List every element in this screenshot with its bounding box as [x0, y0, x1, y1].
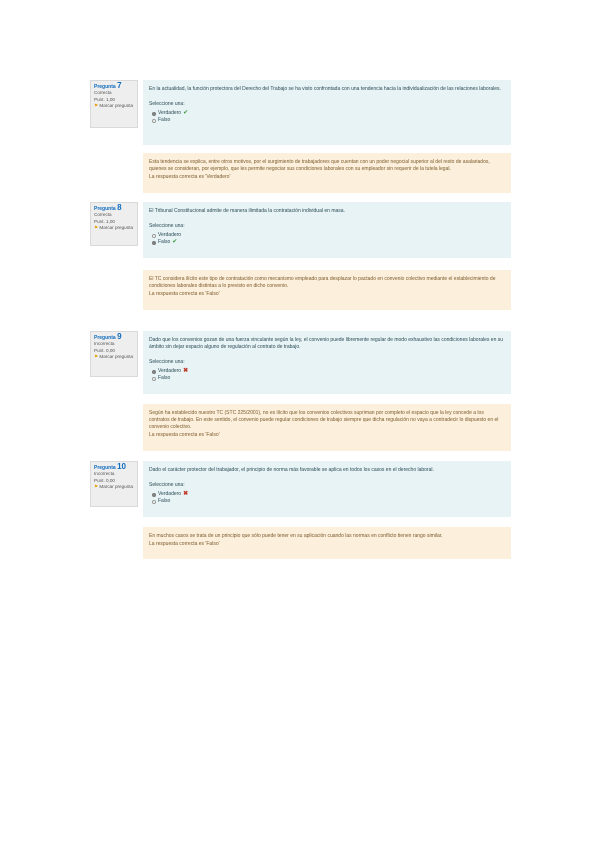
- flag-icon: ⚑: [94, 103, 99, 109]
- radio-selected-icon[interactable]: [152, 370, 156, 374]
- flag-icon: ⚑: [94, 354, 99, 360]
- question-feedback: [143, 153, 511, 193]
- radio-selected-icon[interactable]: [152, 112, 156, 116]
- question-status: Incorrecta: [94, 471, 115, 477]
- answer-prompt: Seleccione una:: [149, 223, 185, 229]
- question-formulation: [143, 202, 511, 258]
- question-number: Pregunta 7: [94, 81, 122, 90]
- question-text: Dado el carácter protector del trabajador, el principio de norma más favorable se aplica en todos los casos en el derecho laboral.: [149, 467, 434, 473]
- question-feedback: [143, 527, 511, 559]
- question-text: Dado que los convenios gozan de una fuerza vinculante según la ley, el convenio puede libremente regular de modo exhaustivo las condiciones laborales en su ámbito sin dejar espacio alguno de regulación al contrato de trabajo.: [149, 337, 504, 350]
- question-formulation: [143, 80, 511, 145]
- question-score: Punt. 0,00: [94, 347, 115, 353]
- question-info: [90, 80, 138, 128]
- flag-question-link[interactable]: ⚑ Marcar pregunta: [94, 484, 134, 490]
- question-status: Incorrecta: [94, 341, 115, 347]
- radio-icon[interactable]: [152, 234, 156, 238]
- cross-icon: ✖: [183, 368, 189, 374]
- question-score: Punt. 0,00: [94, 477, 115, 483]
- right-answer: La respuesta correcta es 'Falso': [149, 541, 220, 547]
- question-score: Punt. 1,00: [94, 96, 115, 102]
- answer-option[interactable]: Verdadero ✖: [152, 491, 505, 498]
- general-feedback: Según ha establecido nuestro TC (STC 225/2001), no es ilícito que los convenios colectivos supriman por completo el espacio que la ley concede a los contratos de trabajo. En este sentido, el convenio puede regular condiciones de trabajo siempre que dicha regulación no vaya a contradecir lo dispuesto en el convenio colectivo.: [149, 410, 499, 430]
- flag-icon: ⚑: [94, 484, 99, 490]
- question-formulation: [143, 461, 511, 517]
- general-feedback: En muchos casos se trata de un principio que sólo puede tener en su aplicación cuando las normas en conflicto tienen rango similar.: [149, 533, 443, 539]
- answer-prompt: Seleccione una:: [149, 359, 185, 365]
- answer-option[interactable]: Falso: [152, 498, 505, 505]
- answer-option[interactable]: Falso ✔: [152, 239, 505, 246]
- question-text: El Tribunal Constitucional admite de manera ilimitada la contratación individual en masa.: [149, 208, 345, 214]
- question-feedback: [143, 404, 511, 451]
- answer-option[interactable]: Verdadero ✔: [152, 110, 505, 117]
- answer-prompt: Seleccione una:: [149, 482, 185, 488]
- check-icon: ✔: [172, 239, 178, 245]
- right-answer: La respuesta correcta es 'Verdadero': [149, 174, 231, 180]
- radio-icon[interactable]: [152, 500, 156, 504]
- question-number: Pregunta 9: [94, 332, 122, 341]
- question-text: En la actualidad, la función protectora del Derecho del Trabajo se ha visto confrontada con una tendencia hacia la individualización de las relaciones laborales.: [149, 86, 501, 92]
- flag-question-link[interactable]: ⚑ Marcar pregunta: [94, 103, 134, 109]
- question-number: Pregunta 10: [94, 462, 126, 471]
- question-status: Correcta: [94, 212, 112, 218]
- answer-option[interactable]: Falso: [152, 117, 505, 124]
- answer-prompt: Seleccione una:: [149, 101, 185, 107]
- question-formulation: [143, 331, 511, 394]
- general-feedback: Esta tendencia se explica, entre otros motivos, por el surgimiento de trabajadores que cuentan con un poder negocial superior al del resto de asalariados, quienes se consideran, por ejemplo, que les permite negociar sus condiciones laborales con su empleador sin requerir de la tutela legal.: [149, 159, 490, 172]
- flag-question-link[interactable]: ⚑ Marcar pregunta: [94, 225, 134, 231]
- radio-icon[interactable]: [152, 377, 156, 381]
- question-info: [90, 331, 138, 377]
- flag-icon: ⚑: [94, 225, 99, 231]
- answer-option[interactable]: Falso: [152, 375, 505, 382]
- question-score: Punt. 1,00: [94, 218, 115, 224]
- question-info: [90, 461, 138, 507]
- answer-option[interactable]: Verdadero ✖: [152, 368, 505, 375]
- general-feedback: El TC considera ilícito este tipo de contratación como mecanismo empleado para desplazar lo pactado en convenio colectivo mediante el establecimiento de condiciones laborales distintas a lo previsto en dicho convenio.: [149, 276, 496, 289]
- question-info: [90, 202, 138, 246]
- answer-option[interactable]: Verdadero: [152, 232, 505, 239]
- cross-icon: ✖: [183, 491, 189, 497]
- radio-icon[interactable]: [152, 119, 156, 123]
- radio-selected-icon[interactable]: [152, 493, 156, 497]
- question-feedback: [143, 270, 511, 310]
- question-number: Pregunta 8: [94, 203, 122, 212]
- radio-selected-icon[interactable]: [152, 241, 156, 245]
- check-icon: ✔: [183, 110, 189, 116]
- question-status: Correcta: [94, 90, 112, 96]
- right-answer: La respuesta correcta es 'Falso': [149, 432, 220, 438]
- flag-question-link[interactable]: ⚑ Marcar pregunta: [94, 354, 134, 360]
- right-answer: La respuesta correcta es 'Falso': [149, 291, 220, 297]
